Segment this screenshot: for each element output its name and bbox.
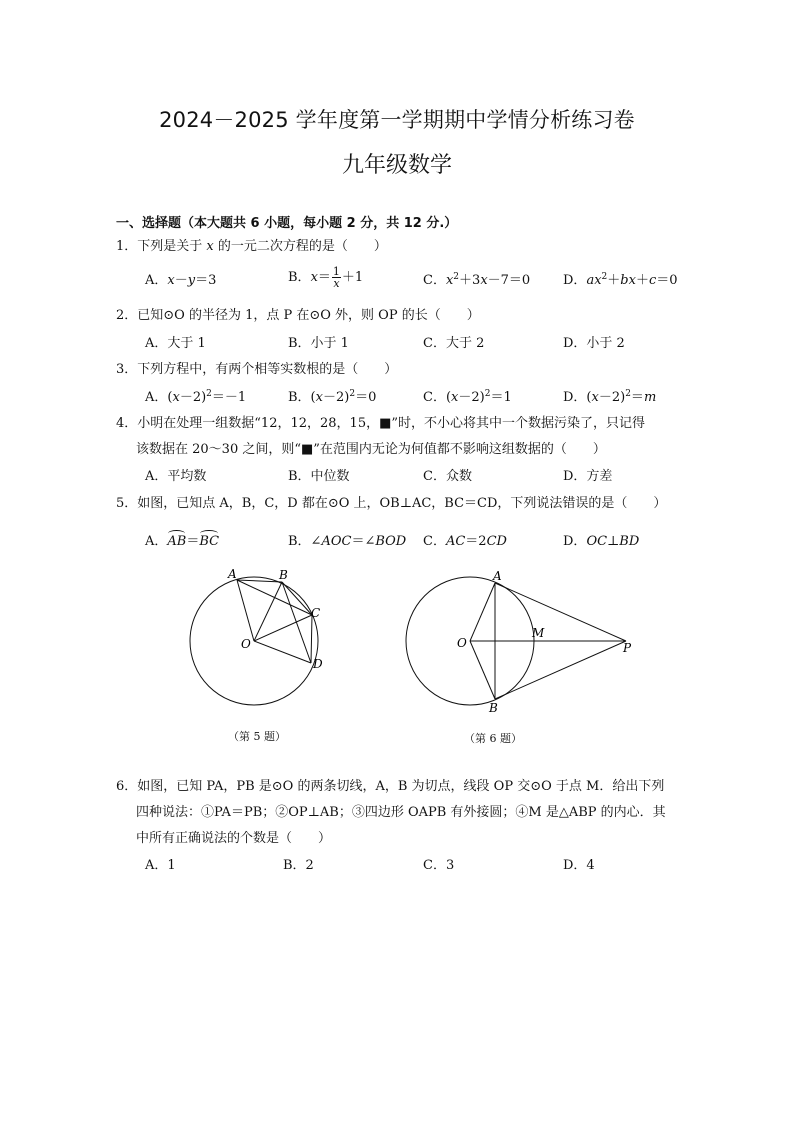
exam-subject: 九年级数学 (341, 153, 452, 178)
fig6-label-b: B (489, 701, 498, 715)
q1-option-c[interactable]: C．$x^2+3x-7=0$ (423, 272, 531, 288)
fig5-label-a: A (228, 567, 237, 581)
q1-option-b[interactable]: B．x＝ $\frac{1}{x}$ ＋1 (288, 265, 364, 290)
q4-option-a[interactable]: A．平均数 (145, 469, 207, 484)
q3-option-a[interactable]: A．$(x-2)^2=-1$ (145, 389, 247, 405)
question-6-stem-line1: 6．如图，已知 PA，PB 是⊙O 的两条切线，A，B 为切点，线段 OP 交⊙O 于点 M．给出下列 (116, 779, 665, 794)
fig5-label-c: C (311, 606, 321, 620)
q4-option-c[interactable]: C．众数 (423, 469, 472, 484)
q6-option-c[interactable]: C．3 (423, 858, 455, 873)
fig6-label-p: P (623, 641, 632, 655)
question-4-stem-line2: 该数据在 20～30 之间，则“■”在范围内无论为何值都不影响这组数据的（ ） (136, 442, 606, 457)
q2-option-d[interactable]: D．小于 2 (563, 336, 625, 351)
q3-option-c[interactable]: C．$(x-2)^2=1$ (423, 389, 512, 405)
question-5-stem: 5．如图，已知点 A，B，C，D 都在⊙O 上，OB⊥AC，BC＝CD，下列说法错误的是（ ） (116, 496, 667, 511)
q5-option-d[interactable]: D．OC⊥BD (563, 534, 640, 549)
figure-6-caption: （第 6 题） (464, 732, 522, 745)
section-heading: 一、选择题（本大题共 6 小题，每小题 2 分，共 12 分.） (116, 216, 458, 231)
q5-option-b[interactable]: B．∠AOC＝∠BOD (288, 534, 407, 549)
fig6-label-a: A (493, 569, 502, 583)
fig5-label-o: O (241, 637, 251, 651)
question-6-stem-line2: 四种说法：①PA＝PB；②OP⊥AB；③四边形 OAPB 有外接圆；④M 是△ABP 的内心．其 (136, 805, 666, 820)
q2-option-b[interactable]: B．小于 1 (288, 336, 349, 351)
fig5-label-d: D (313, 657, 323, 671)
question-4-stem-line1: 4．小明在处理一组数据“12，12，28，15，■”时，不小心将其中一个数据污染了，只记得 (116, 416, 646, 431)
question-6-stem-line3: 中所有正确说法的个数是（ ） (136, 831, 332, 846)
q3-option-d[interactable]: D．$(x-2)^2=m$ (563, 389, 657, 405)
q2-option-c[interactable]: C．大于 2 (423, 336, 485, 351)
q4-option-b[interactable]: B．中位数 (288, 469, 350, 484)
fig6-label-o: O (457, 636, 467, 650)
q6-option-b[interactable]: B．2 (283, 858, 314, 873)
question-2-stem: 2．已知⊙O 的半径为 1，点 P 在⊙O 外，则 OP 的长（ ） (116, 308, 480, 323)
q3-option-b[interactable]: B．$(x-2)^2=0$ (288, 389, 377, 405)
q6-option-a[interactable]: A．1 (145, 858, 176, 873)
q5-option-a[interactable]: A．AB＝BC (145, 534, 220, 549)
q1-option-a[interactable]: A．x－y＝3 (145, 273, 217, 288)
exam-title: 2024－2025 学年度第一学期期中学情分析练习卷 (159, 108, 635, 132)
fig6-label-m: M (532, 626, 545, 640)
question-3-stem: 3．下列方程中，有两个相等实数根的是（ ） (116, 362, 398, 377)
q5-option-c[interactable]: C．AC＝2CD (423, 534, 507, 549)
figure-5-caption: （第 5 题） (228, 730, 286, 743)
q6-option-d[interactable]: D．4 (563, 858, 595, 873)
question-1-stem: 1．下列是关于 x 的一元二次方程的是（ ） (116, 239, 387, 254)
q4-option-d[interactable]: D．方差 (563, 469, 613, 484)
fig5-label-b: B (279, 568, 288, 582)
q2-option-a[interactable]: A．大于 1 (145, 336, 206, 351)
q1-option-d[interactable]: D．$ax^2+bx+c=0$ (563, 272, 678, 288)
